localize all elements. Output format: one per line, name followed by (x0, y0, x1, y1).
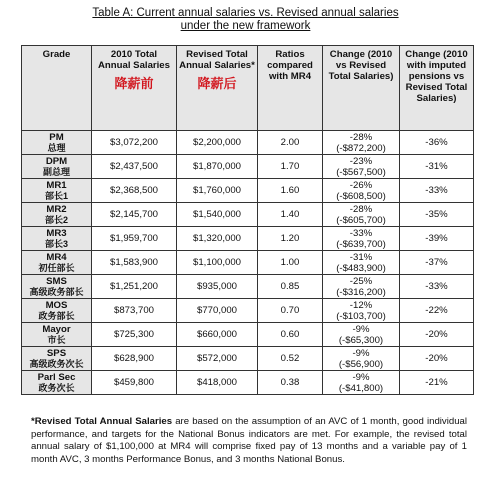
salary-2010-cell: $1,583,900 (92, 251, 177, 275)
grade-code: SPS (46, 348, 67, 359)
change-cell (323, 347, 400, 371)
salary-table (21, 45, 474, 395)
header-revised-salaries-cn: 降薪后 (197, 76, 237, 91)
table-row (22, 347, 474, 371)
change-amount: (-$103,700) (336, 310, 386, 322)
change-cell (323, 251, 400, 275)
table-row (22, 227, 474, 251)
grade-chinese: 高级政务部长 (29, 287, 84, 297)
change-pension-cell: -33% (400, 275, 474, 299)
change-cell (323, 203, 400, 227)
change-cell (323, 323, 400, 347)
header-grade: Grade (22, 46, 92, 131)
grade-code: DPM (45, 156, 68, 167)
grade-code: MR4 (46, 252, 67, 263)
footnote (31, 416, 467, 466)
salary-2010-cell: $1,251,200 (92, 275, 177, 299)
footnote-bold: *Revised Total Annual Salaries (31, 416, 173, 427)
change-percent: -9% (352, 323, 370, 335)
change-percent: -9% (352, 371, 370, 383)
revised-salary-cell: $1,320,000 (177, 227, 258, 251)
ratio-cell: 1.60 (258, 179, 323, 203)
change-percent: -31% (349, 251, 373, 263)
grade-chinese: 政务次长 (38, 383, 75, 393)
change-percent: -25% (349, 275, 373, 287)
table-row (22, 179, 474, 203)
change-pension-cell: -35% (400, 203, 474, 227)
change-cell (323, 275, 400, 299)
grade-cell (22, 299, 92, 323)
salary-2010-cell: $725,300 (92, 323, 177, 347)
ratio-cell: 0.38 (258, 371, 323, 395)
change-pension-cell: -33% (400, 179, 474, 203)
change-cell (323, 299, 400, 323)
grade-cell (22, 251, 92, 275)
change-amount: (-$41,800) (338, 382, 384, 394)
change-cell (323, 179, 400, 203)
grade-code: MR1 (46, 180, 67, 191)
header-2010-salaries-cn: 降薪前 (114, 76, 154, 91)
grade-cell (22, 227, 92, 251)
salary-2010-cell: $2,368,500 (92, 179, 177, 203)
change-cell (323, 371, 400, 395)
change-pension-cell: -21% (400, 371, 474, 395)
change-pension-cell: -22% (400, 299, 474, 323)
salary-2010-cell: $459,800 (92, 371, 177, 395)
table-row (22, 275, 474, 299)
revised-salary-cell: $935,000 (177, 275, 258, 299)
table-row (22, 131, 474, 155)
header-change-pension: Change (2010 with imputed pensions vs Revised Total Salaries) (400, 46, 474, 131)
title-line-1: Table A: Current annual salaries vs. Revised annual salaries (92, 7, 399, 19)
grade-cell (22, 275, 92, 299)
table-row (22, 323, 474, 347)
ratio-cell: 0.70 (258, 299, 323, 323)
change-percent: -28% (349, 203, 373, 215)
grade-cell (22, 131, 92, 155)
grade-cell (22, 347, 92, 371)
grade-cell (22, 179, 92, 203)
salary-2010-cell: $3,072,200 (92, 131, 177, 155)
grade-code: MR2 (46, 204, 67, 215)
ratio-cell: 2.00 (258, 131, 323, 155)
change-pension-cell: -20% (400, 323, 474, 347)
change-percent: -12% (349, 299, 373, 311)
ratio-cell: 0.60 (258, 323, 323, 347)
change-amount: (-$605,700) (336, 214, 386, 226)
change-pension-cell: -20% (400, 347, 474, 371)
header-change: Change (2010 vs Revised Total Salaries) (323, 46, 400, 131)
change-amount: (-$639,700) (336, 238, 386, 250)
ratio-cell: 1.40 (258, 203, 323, 227)
salary-2010-cell: $873,700 (92, 299, 177, 323)
change-cell (323, 131, 400, 155)
salary-2010-cell: $2,145,700 (92, 203, 177, 227)
revised-salary-cell: $572,000 (177, 347, 258, 371)
title-line-2: under the new framework (180, 20, 311, 32)
salary-2010-cell: $1,959,700 (92, 227, 177, 251)
header-row (22, 46, 474, 131)
grade-chinese: 部长2 (44, 215, 68, 225)
grade-chinese: 高级政务次长 (29, 359, 84, 369)
table-title (0, 7, 491, 33)
ratio-cell: 0.85 (258, 275, 323, 299)
change-pension-cell: -39% (400, 227, 474, 251)
table-row (22, 251, 474, 275)
ratio-cell: 1.20 (258, 227, 323, 251)
grade-code: PM (49, 132, 64, 143)
grade-cell (22, 155, 92, 179)
grade-chinese: 市长 (47, 335, 66, 345)
change-percent: -9% (352, 347, 370, 359)
header-revised-salaries: Revised Total Annual Salaries* 降薪后 (177, 46, 258, 131)
ratio-cell: 0.52 (258, 347, 323, 371)
revised-salary-cell: $1,870,000 (177, 155, 258, 179)
salary-2010-cell: $628,900 (92, 347, 177, 371)
grade-chinese: 总理 (47, 143, 66, 153)
ratio-cell: 1.00 (258, 251, 323, 275)
change-amount: (-$483,900) (336, 262, 386, 274)
grade-code: SMS (46, 276, 67, 287)
table-row (22, 371, 474, 395)
change-amount: (-$316,200) (336, 286, 386, 298)
salary-2010-cell: $2,437,500 (92, 155, 177, 179)
grade-chinese: 副总理 (42, 167, 70, 177)
change-amount: (-$56,900) (338, 358, 384, 370)
table-row (22, 155, 474, 179)
grade-code: MOS (45, 300, 68, 311)
change-cell (323, 155, 400, 179)
grade-code: Mayor (42, 324, 71, 335)
revised-salary-cell: $770,000 (177, 299, 258, 323)
header-2010-salaries: 2010 Total Annual Salaries 降薪前 (92, 46, 177, 131)
grade-chinese: 初任部长 (38, 263, 75, 273)
change-pension-cell: -31% (400, 155, 474, 179)
revised-salary-cell: $660,000 (177, 323, 258, 347)
revised-salary-cell: $418,000 (177, 371, 258, 395)
grade-chinese: 政务部长 (38, 311, 75, 321)
change-cell (323, 227, 400, 251)
change-amount: (-$65,300) (338, 334, 384, 346)
change-percent: -33% (349, 227, 373, 239)
grade-cell (22, 371, 92, 395)
revised-salary-cell: $1,540,000 (177, 203, 258, 227)
revised-salary-cell: $1,760,000 (177, 179, 258, 203)
change-amount: (-$872,200) (336, 142, 386, 154)
change-amount: (-$567,500) (336, 166, 386, 178)
grade-code: Parl Sec (37, 372, 76, 383)
change-percent: -23% (349, 155, 373, 167)
grade-chinese: 部长1 (44, 191, 68, 201)
change-percent: -28% (349, 131, 373, 143)
grade-cell (22, 323, 92, 347)
ratio-cell: 1.70 (258, 155, 323, 179)
change-amount: (-$608,500) (336, 190, 386, 202)
change-pension-cell: -37% (400, 251, 474, 275)
header-ratio: Ratios compared with MR4 (258, 46, 323, 131)
footnote-text: are based on the assumption of an AVC of 1 month, good individual performance, and targets for the National Bonus indicators are met. For example, the revised total annual salary of $1,100,000 at MR4 will comprise fixed pay of 13 months and a variable pay of 1 month AVC, 3 months Performance Bonus, and 3 months National Bonus. (31, 416, 468, 465)
revised-salary-cell: $1,100,000 (177, 251, 258, 275)
table-row (22, 203, 474, 227)
grade-chinese: 部长3 (44, 239, 68, 249)
grade-code: MR3 (46, 228, 67, 239)
change-percent: -26% (349, 179, 373, 191)
table-row (22, 299, 474, 323)
change-pension-cell: -36% (400, 131, 474, 155)
grade-cell (22, 203, 92, 227)
revised-salary-cell: $2,200,000 (177, 131, 258, 155)
